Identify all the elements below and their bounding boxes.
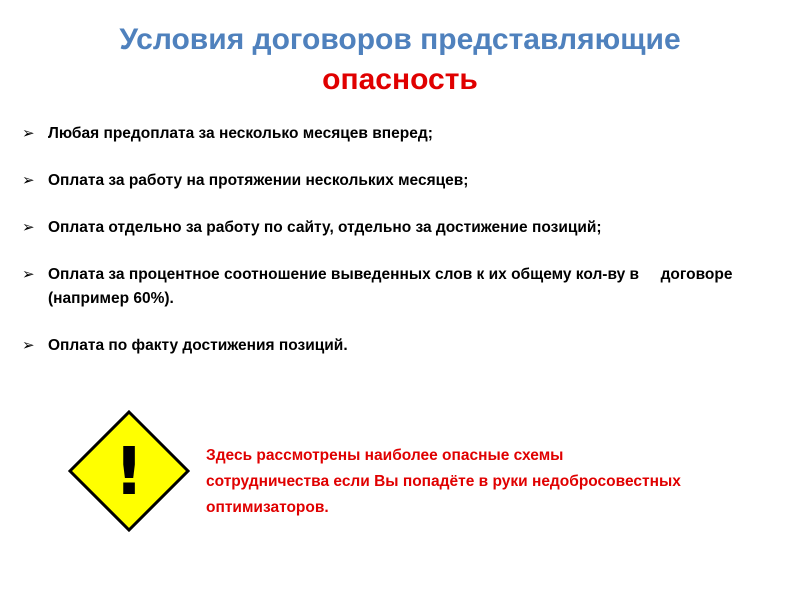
bullet-item (22, 122, 792, 146)
arrow-bullet-icon: ➢ (22, 266, 35, 283)
title-line-1: Условия договоров представляющие (119, 23, 681, 56)
arrow-bullet-icon: ➢ (22, 172, 35, 189)
bullet-text: Любая предоплата за несколько месяцев вперед; (48, 125, 433, 142)
arrow-bullet-icon: ➢ (22, 337, 35, 354)
arrow-bullet-icon: ➢ (22, 219, 35, 236)
bullet-text: Оплата отдельно за работу по сайту, отдельно за достижение позиций; (48, 219, 602, 236)
exclamation-mark: ! (113, 433, 145, 510)
bullet-item (22, 169, 792, 193)
exclamation-warning-diamond-icon (68, 410, 190, 532)
slide-title (0, 20, 800, 100)
bullet-item (22, 216, 792, 240)
bullet-text: Оплата за работу на протяжении нескольких месяцев; (48, 172, 469, 189)
title-line-2: опасность (322, 63, 478, 96)
bullet-item (22, 334, 792, 358)
bullet-text: Оплата по факту достижения позиций. (48, 337, 348, 354)
bullet-list (22, 122, 792, 381)
bullet-item (22, 263, 792, 311)
warning-note: Здесь рассмотрены наиболее опасные схемы сотрудничества если Вы попадёте в руки недобросовестных оптимизаторов. (206, 447, 681, 516)
arrow-bullet-icon: ➢ (22, 125, 35, 142)
bullet-text: Оплата за процентное соотношение выведенных слов к их общему кол-ву в договоре (например 60%). (48, 266, 737, 307)
